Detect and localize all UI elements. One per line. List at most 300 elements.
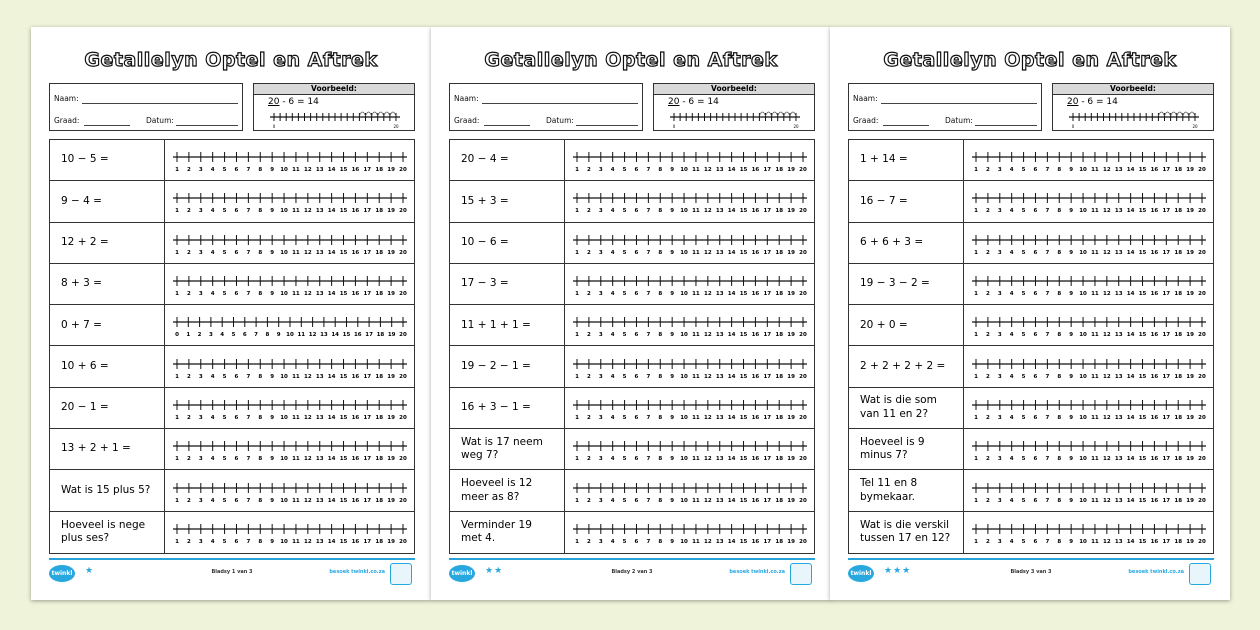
number-line-label: 13 xyxy=(715,414,724,421)
number-line-label: 4 xyxy=(610,539,615,546)
example-hop-arc xyxy=(378,112,384,116)
problem-number-line[interactable] xyxy=(565,346,814,386)
problem-text: 16 − 7 = xyxy=(849,181,964,221)
problem-row xyxy=(50,388,414,429)
number-line-label: 11 xyxy=(691,208,700,215)
number-line-label: 19 xyxy=(386,414,395,421)
number-line-label: 1 xyxy=(574,414,579,421)
number-line-label: 2 xyxy=(186,456,191,463)
number-line-label: 2 xyxy=(586,539,591,546)
example-hop-arc xyxy=(778,112,784,116)
number-line-label: 13 xyxy=(315,249,324,256)
problem-number-line[interactable] xyxy=(565,181,814,221)
problem-row xyxy=(450,140,814,181)
number-line-label: 12 xyxy=(1102,539,1111,546)
number-line-label: 20 xyxy=(398,167,407,174)
number-line-label: 2 xyxy=(586,456,591,463)
number-line-label: 18 xyxy=(774,249,783,256)
number-line-label: 18 xyxy=(374,208,383,215)
number-line-label: 1 xyxy=(174,373,179,380)
number-line-label: 6 xyxy=(234,456,238,463)
problem-text: 10 − 6 = xyxy=(450,223,565,263)
problem-row xyxy=(450,429,814,470)
number-line-label: 13 xyxy=(715,208,724,215)
example-equation xyxy=(668,97,719,107)
number-line-label: 5 xyxy=(1021,456,1025,463)
number-line-label: 1 xyxy=(973,414,978,421)
number-line-label: 8 xyxy=(257,539,262,546)
number-line-label: 14 xyxy=(727,249,735,256)
number-line-label: 2 xyxy=(186,373,191,380)
number-line-label: 20 xyxy=(398,414,407,421)
number-line-label: 7 xyxy=(1044,373,1049,380)
number-line-label: 5 xyxy=(622,208,626,215)
number-line-label: 2 xyxy=(985,414,990,421)
problem-number-line[interactable] xyxy=(165,181,414,221)
number-line-label: 9 xyxy=(1068,539,1073,546)
number-line-label: 4 xyxy=(210,414,215,421)
number-line-label: 4 xyxy=(1009,291,1014,298)
number-line-label: 13 xyxy=(715,456,724,463)
number-line-label: 19 xyxy=(386,291,395,298)
number-line-label: 19 xyxy=(386,539,395,546)
example-box xyxy=(1052,83,1214,131)
number-line-label: 1 xyxy=(973,539,978,546)
number-line-label: 9 xyxy=(1068,167,1073,174)
problem-text: 9 − 4 = xyxy=(50,181,165,221)
number-line-label: 18 xyxy=(374,167,383,174)
problem-number-line[interactable] xyxy=(165,305,414,345)
number-line-label: 9 xyxy=(669,456,674,463)
twinkl-logo: twinkl xyxy=(449,565,475,582)
number-line-label: 3 xyxy=(198,497,203,504)
example-equation-rest: - 6 = 14 xyxy=(679,97,719,107)
number-line-label: 16 xyxy=(351,208,359,215)
number-line-label: 20 xyxy=(1197,373,1206,380)
number-line-label: 7 xyxy=(1044,497,1049,504)
number-line-label: 1 xyxy=(574,456,579,463)
twinkl-logo: twinkl xyxy=(848,565,874,582)
number-line-label: 1 xyxy=(973,249,978,256)
number-line-label: 20 xyxy=(1197,208,1206,215)
number-line-label: 16 xyxy=(351,167,359,174)
number-line-label: 14 xyxy=(327,249,335,256)
problem-number-line[interactable] xyxy=(964,346,1213,386)
number-line-label: 7 xyxy=(1044,539,1049,546)
number-line-label: 9 xyxy=(269,456,274,463)
number-line-label: 20 xyxy=(798,456,807,463)
number-line-label: 15 xyxy=(1138,332,1146,339)
number-line-label: 17 xyxy=(762,332,771,339)
website-link[interactable]: besoek twinkl.co.za xyxy=(1128,569,1184,575)
number-line-label: 20 xyxy=(798,539,807,546)
number-line-label: 16 xyxy=(1150,539,1158,546)
problem-number-line[interactable] xyxy=(964,140,1213,180)
number-line-label: 13 xyxy=(715,497,724,504)
number-line-label: 12 xyxy=(303,373,312,380)
date-field[interactable] xyxy=(176,125,238,126)
page-number: Bladsy 2 van 3 xyxy=(611,569,653,575)
number-line-label: 2 xyxy=(985,373,990,380)
problem-number-line[interactable] xyxy=(964,223,1213,263)
number-line-label: 7 xyxy=(645,373,650,380)
number-line-label: 3 xyxy=(598,539,603,546)
number-line-label: 12 xyxy=(703,539,712,546)
problem-number-line[interactable] xyxy=(165,223,414,263)
problem-text: 10 − 5 = xyxy=(50,140,165,180)
number-line-label: 2 xyxy=(186,497,191,504)
number-line-label: 7 xyxy=(245,497,250,504)
number-line-label: 10 xyxy=(679,539,688,546)
quality-badge-icon xyxy=(390,563,412,585)
number-line-label: 16 xyxy=(751,249,759,256)
number-line-label: 2 xyxy=(586,373,591,380)
number-line-label: 18 xyxy=(774,539,783,546)
number-line-label: 1 xyxy=(973,291,978,298)
number-line-label: 6 xyxy=(1033,167,1037,174)
number-line-label: 19 xyxy=(786,167,795,174)
number-line-label: 13 xyxy=(319,332,328,339)
number-line-label: 7 xyxy=(1044,249,1049,256)
number-line-label: 3 xyxy=(598,332,603,339)
number-line-label: 18 xyxy=(774,208,783,215)
number-line-label: 10 xyxy=(679,291,688,298)
date-field[interactable] xyxy=(975,125,1037,126)
number-line-label: 12 xyxy=(703,249,712,256)
number-line-label: 17 xyxy=(762,539,771,546)
number-line-label: 8 xyxy=(257,208,262,215)
number-line-label: 8 xyxy=(657,456,662,463)
number-line-label: 2 xyxy=(985,291,990,298)
number-line-label: 9 xyxy=(669,332,674,339)
problem-number-line[interactable] xyxy=(165,470,414,510)
number-line-label: 14 xyxy=(327,497,335,504)
website-link[interactable]: besoek twinkl.co.za xyxy=(729,569,785,575)
grade-field[interactable] xyxy=(883,125,929,126)
number-line-label: 19 xyxy=(786,456,795,463)
problem-number-line[interactable] xyxy=(565,264,814,304)
number-line-label: 1 xyxy=(973,208,978,215)
number-line-label: 16 xyxy=(351,456,359,463)
number-line-label: 4 xyxy=(1009,167,1014,174)
problem-row xyxy=(450,470,814,511)
number-line-label: 13 xyxy=(1114,167,1123,174)
problem-number-line[interactable] xyxy=(964,181,1213,221)
problem-number-line[interactable] xyxy=(565,223,814,263)
number-line-label: 19 xyxy=(1185,456,1194,463)
number-line-label: 13 xyxy=(315,208,324,215)
number-line-label: 17 xyxy=(762,249,771,256)
number-line-label: 5 xyxy=(222,414,226,421)
example-hop-arc xyxy=(759,112,765,116)
number-line-label: 16 xyxy=(1150,414,1158,421)
number-line-label: 19 xyxy=(1185,414,1194,421)
number-line-label: 7 xyxy=(645,291,650,298)
problem-number-line[interactable] xyxy=(964,512,1213,553)
number-line-label: 12 xyxy=(303,208,312,215)
number-line-label: 4 xyxy=(1009,373,1014,380)
problem-number-line[interactable] xyxy=(165,264,414,304)
problems-table xyxy=(848,139,1214,554)
grade-field[interactable] xyxy=(84,125,130,126)
example-hop-arc xyxy=(766,112,772,116)
problem-row xyxy=(50,346,414,387)
number-line-label: 14 xyxy=(327,208,335,215)
number-line-label: 1 xyxy=(574,167,579,174)
number-line-label: 16 xyxy=(351,414,359,421)
problem-row xyxy=(50,223,414,264)
number-line-label: 10 xyxy=(679,332,688,339)
number-line-label: 9 xyxy=(276,332,281,339)
number-line-label: 11 xyxy=(291,249,300,256)
problem-number-line[interactable] xyxy=(165,346,414,386)
number-line-label: 7 xyxy=(645,249,650,256)
number-line-label: 10 xyxy=(1078,539,1087,546)
number-line-label: 5 xyxy=(622,332,626,339)
number-line-label: 10 xyxy=(679,456,688,463)
number-line-label: 5 xyxy=(1021,414,1025,421)
problem-number-line[interactable] xyxy=(565,140,814,180)
website-link[interactable]: besoek twinkl.co.za xyxy=(329,569,385,575)
problem-text: Hoeveel is 12 meer as 8? xyxy=(450,470,565,510)
number-line-label: 6 xyxy=(234,291,238,298)
number-line-label: 6 xyxy=(634,332,638,339)
quality-badge-icon xyxy=(790,563,812,585)
number-line-label: 20 xyxy=(798,373,807,380)
number-line-label: 13 xyxy=(715,249,724,256)
number-line-label: 19 xyxy=(786,249,795,256)
example-hop-arc xyxy=(359,112,365,116)
number-line-label: 3 xyxy=(997,332,1002,339)
number-line-label: 12 xyxy=(1102,249,1111,256)
problem-number-line[interactable] xyxy=(165,388,414,428)
number-line-label: 11 xyxy=(291,167,300,174)
number-line-label: 6 xyxy=(234,497,238,504)
number-line-label: 19 xyxy=(1185,497,1194,504)
problem-number-line[interactable] xyxy=(964,264,1213,304)
problem-row xyxy=(450,223,814,264)
problem-row xyxy=(450,181,814,222)
number-line-label: 9 xyxy=(269,167,274,174)
number-line-label: 10 xyxy=(1078,456,1087,463)
number-line-label: 4 xyxy=(210,456,215,463)
number-line-label: 6 xyxy=(634,456,638,463)
number-line-label: 17 xyxy=(364,332,373,339)
number-line-label: 13 xyxy=(1114,414,1123,421)
number-line-label: 14 xyxy=(727,332,735,339)
number-line-label: 5 xyxy=(622,167,626,174)
number-line-label: 1 xyxy=(973,167,978,174)
number-line-label: 4 xyxy=(610,456,615,463)
number-line-label: 6 xyxy=(1033,332,1037,339)
problem-number-line[interactable] xyxy=(964,470,1213,510)
problem-number-line[interactable] xyxy=(964,305,1213,345)
number-line-label: 8 xyxy=(257,414,262,421)
number-line-label: 5 xyxy=(222,497,226,504)
example-hop-arc xyxy=(366,112,372,116)
number-line-label: 20 xyxy=(798,249,807,256)
number-line-label: 10 xyxy=(679,208,688,215)
number-line-label: 14 xyxy=(327,373,335,380)
problem-number-line[interactable] xyxy=(165,140,414,180)
number-line-label: 8 xyxy=(657,291,662,298)
number-line-label: 2 xyxy=(186,539,191,546)
number-line-label: 11 xyxy=(291,373,300,380)
name-field[interactable] xyxy=(881,103,1037,104)
name-field[interactable] xyxy=(82,103,238,104)
number-line-label: 17 xyxy=(1161,497,1170,504)
number-line-label: 4 xyxy=(210,539,215,546)
example-box xyxy=(253,83,415,131)
number-line-label: 2 xyxy=(985,208,990,215)
number-line-label: 20 xyxy=(1197,539,1206,546)
grade-field[interactable] xyxy=(484,125,530,126)
number-line-label: 3 xyxy=(598,291,603,298)
number-line-label: 10 xyxy=(279,539,288,546)
problem-row xyxy=(450,512,814,553)
number-line-label: 1 xyxy=(174,208,179,215)
problem-number-line[interactable] xyxy=(165,512,414,553)
example-hop-arc xyxy=(1171,112,1177,116)
number-line-label: 14 xyxy=(1126,249,1134,256)
number-line-label: 5 xyxy=(1021,497,1025,504)
number-line-label: 14 xyxy=(1126,208,1134,215)
number-line-label: 6 xyxy=(634,291,638,298)
problem-number-line[interactable] xyxy=(964,429,1213,469)
number-line-label: 16 xyxy=(351,373,359,380)
problem-number-line[interactable] xyxy=(565,305,814,345)
number-line-label: 16 xyxy=(751,332,759,339)
number-line-label: 19 xyxy=(786,373,795,380)
number-line-label: 12 xyxy=(703,291,712,298)
problem-row xyxy=(50,512,414,553)
number-line-label: 18 xyxy=(774,167,783,174)
number-line-label: 16 xyxy=(751,497,759,504)
number-line-label: 15 xyxy=(1138,539,1146,546)
number-line-label: 5 xyxy=(1021,167,1025,174)
number-line-label: 11 xyxy=(691,249,700,256)
problem-text: 1 + 14 = xyxy=(849,140,964,180)
number-line-label: 7 xyxy=(1044,167,1049,174)
number-line-label: 17 xyxy=(362,208,371,215)
number-line-label: 9 xyxy=(269,414,274,421)
number-line-label: 8 xyxy=(264,332,269,339)
example-hop-arc xyxy=(1165,112,1171,116)
number-line-label: 18 xyxy=(1173,332,1182,339)
number-line-label: 11 xyxy=(1090,497,1099,504)
number-line-label: 20 xyxy=(1197,249,1206,256)
problem-row xyxy=(450,305,814,346)
number-line-label: 11 xyxy=(1090,539,1099,546)
number-line-label: 19 xyxy=(786,497,795,504)
number-line-label: 16 xyxy=(751,539,759,546)
problem-number-line[interactable] xyxy=(165,429,414,469)
number-line-label: 15 xyxy=(339,497,347,504)
number-line-label: 20 xyxy=(393,124,399,129)
number-line-label: 5 xyxy=(622,414,626,421)
number-line-label: 12 xyxy=(703,208,712,215)
number-line-label: 7 xyxy=(645,167,650,174)
number-line-label: 20 xyxy=(398,208,407,215)
number-line-label: 9 xyxy=(1068,291,1073,298)
number-line-label: 12 xyxy=(1102,456,1111,463)
number-line-label: 18 xyxy=(1173,497,1182,504)
number-line-label: 17 xyxy=(1161,249,1170,256)
example-hop-arc xyxy=(772,112,778,116)
problem-number-line[interactable] xyxy=(565,470,814,510)
number-line-label: 7 xyxy=(645,414,650,421)
number-line-label: 20 xyxy=(798,167,807,174)
number-line-label: 20 xyxy=(398,249,407,256)
number-line-label: 14 xyxy=(1126,373,1134,380)
number-line-label: 10 xyxy=(285,332,294,339)
problem-number-line[interactable] xyxy=(964,388,1213,428)
number-line-label: 14 xyxy=(327,414,335,421)
number-line-label: 14 xyxy=(1126,291,1134,298)
number-line-label: 8 xyxy=(1056,249,1061,256)
number-line-label: 11 xyxy=(291,456,300,463)
number-line-label: 17 xyxy=(362,414,371,421)
number-line-label: 19 xyxy=(386,373,395,380)
problem-number-line[interactable] xyxy=(565,429,814,469)
number-line-label: 20 xyxy=(1197,456,1206,463)
number-line-label: 16 xyxy=(751,167,759,174)
example-hop-arc xyxy=(390,112,396,116)
example-heading: Voorbeeld: xyxy=(1053,84,1213,95)
problem-number-line[interactable] xyxy=(565,512,814,553)
number-line-label: 7 xyxy=(245,167,250,174)
number-line-label: 6 xyxy=(1033,291,1037,298)
number-line-label: 12 xyxy=(1102,208,1111,215)
number-line-label: 7 xyxy=(645,497,650,504)
number-line-label: 12 xyxy=(1102,332,1111,339)
problem-row xyxy=(849,181,1213,222)
number-line-label: 2 xyxy=(186,208,191,215)
number-line-label: 15 xyxy=(1138,249,1146,256)
number-line-label: 19 xyxy=(386,167,395,174)
date-field[interactable] xyxy=(576,125,638,126)
number-line-label: 3 xyxy=(997,539,1002,546)
number-line-label: 6 xyxy=(1033,497,1037,504)
worksheet-title: Getallelyn Optel en Aftrek xyxy=(883,49,1177,71)
name-label: Naam: xyxy=(853,94,878,103)
number-line-label: 2 xyxy=(586,167,591,174)
number-line-label: 10 xyxy=(279,208,288,215)
number-line-label: 8 xyxy=(257,497,262,504)
number-line-label: 9 xyxy=(269,497,274,504)
number-line-label: 16 xyxy=(351,291,359,298)
name-field[interactable] xyxy=(482,103,638,104)
number-line-label: 9 xyxy=(669,539,674,546)
problem-text: 13 + 2 + 1 = xyxy=(50,429,165,469)
problem-text: 11 + 1 + 1 = xyxy=(450,305,565,345)
number-line-label: 13 xyxy=(1114,249,1123,256)
number-line-label: 15 xyxy=(1138,167,1146,174)
number-line-label: 17 xyxy=(762,291,771,298)
number-line-label: 16 xyxy=(351,249,359,256)
problem-number-line[interactable] xyxy=(565,388,814,428)
number-line-label: 7 xyxy=(253,332,258,339)
number-line-label: 13 xyxy=(315,539,324,546)
number-line-label: 4 xyxy=(610,373,615,380)
number-line-label: 20 xyxy=(398,539,407,546)
number-line-label: 7 xyxy=(245,373,250,380)
number-line-label: 4 xyxy=(610,291,615,298)
number-line-label: 9 xyxy=(669,249,674,256)
number-line-label: 2 xyxy=(586,414,591,421)
number-line-label: 1 xyxy=(185,332,190,339)
number-line-label: 5 xyxy=(1021,291,1025,298)
